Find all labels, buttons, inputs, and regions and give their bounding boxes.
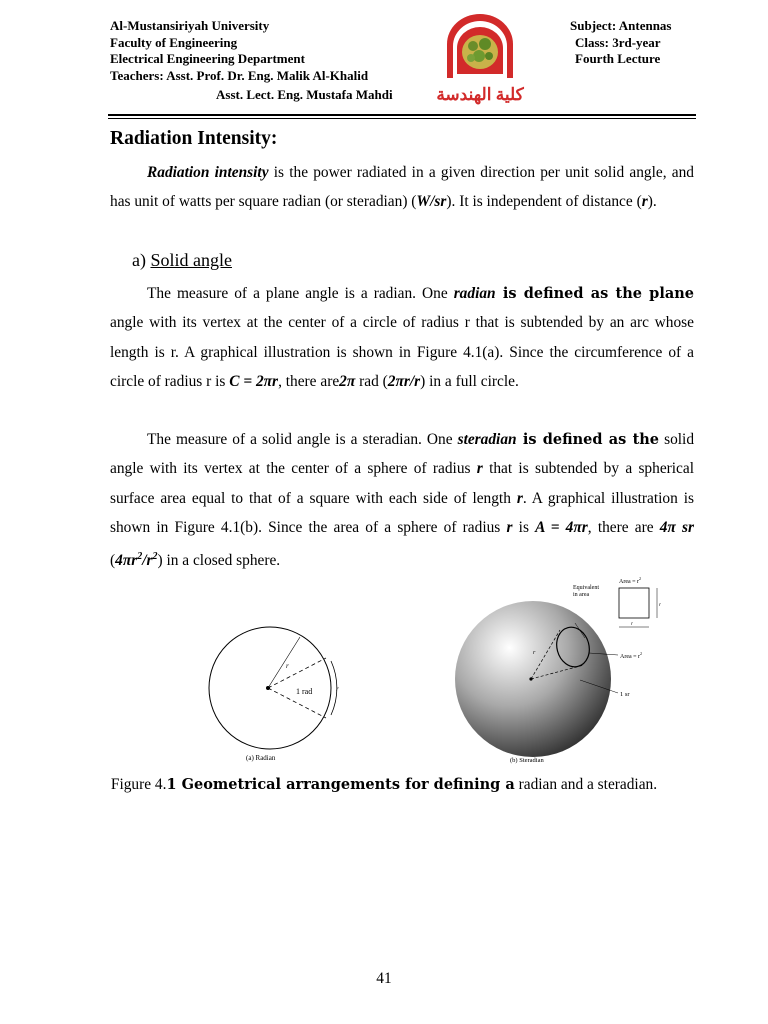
p1-text-3: ). [647,193,657,211]
sphere [455,601,611,757]
p3-ratio-a: 4πr [115,552,138,570]
subject-label: Subject: Antennas [570,18,672,33]
p2-def: is defined as the plane [495,285,694,302]
subsection-label: a) [132,250,146,270]
p3-r-1: r [476,460,483,478]
subsection-heading [132,250,232,271]
area-top-label: Area = $r^2$ [619,576,642,585]
square-base-r: r [631,622,633,627]
logo-lettering: كلية الهندسة [436,85,524,104]
department-name: Electrical Engineering Department [110,51,305,66]
p2-two-pi: 2π [339,372,356,390]
in-area-label: in area [573,592,590,598]
faculty-logo [436,12,524,104]
header-right [570,18,672,68]
area-side-label: Area = $r^2$ [620,651,643,660]
square-side-r: r [659,603,661,608]
p3-ratio-b: /r [142,552,153,570]
radian-label: 1 rad [296,687,313,696]
p3-ratio-sup-2: 2 [152,551,158,563]
formula-circumference: C = 2πr [229,372,279,390]
sr-label: 1 sr [620,691,630,698]
p3-text-3: that is subtended by a spherical surface area equal to that of a square with each side of length [110,460,694,507]
caption-rest: radian and a steradian. [514,776,658,793]
p3-ratio-sup-1: 2 [137,551,143,563]
p1-text-2: ). It is independent of distance ( [446,193,642,211]
p3-text-4: . A graphical illustration is shown in Figure 4.1(b). Since the area of a sphere of radius [110,489,694,536]
p3-text-7: ( [110,552,116,570]
p3-text-2: solid angle with its vertex at the center of a sphere of radius [110,431,695,478]
p3-text-5: is [512,518,536,536]
caption-bold: 1 Geometrical arrangements for defining a [166,776,515,793]
header-rule-thin [108,118,696,119]
figure-caption [0,776,768,794]
p3-def: is defined as the [516,431,660,448]
header-rule-thick [108,114,696,116]
class-label: Class: 3rd-year [575,34,661,50]
term-steradian: steradian [457,431,517,448]
paragraph-radian [110,279,694,396]
p3-count: 4π sr [659,518,694,536]
p3-r-3: r [506,518,513,536]
p2-ratio: 2πr/r [387,372,421,390]
equivalent-label: Equivalent [573,585,599,591]
teachers-line-1: Teachers: Asst. Prof. Dr. Eng. Malik Al-Khalid [110,67,369,83]
paragraph-radiation-intensity [110,158,694,217]
p2-text-3: , there are [278,372,340,390]
p3-text-1: The measure of a solid angle is a steradian. One [147,431,458,448]
p1-r: r [641,193,648,211]
p2-text-4: rad ( [355,372,388,390]
p3-r-2: r [516,489,523,507]
figure-4-1 [200,575,680,770]
p2-text-1: The measure of a plane angle is a radian. One [147,285,454,302]
p2-text-2: angle with its vertex at the center of a circle of radius r that is subtended by an arc whose length is r. A graphical illustration is shown in Figure 4.1(a). Since the circumference of a circle of radius r is [110,314,694,390]
subsection-title: Solid angle [150,250,232,270]
caption-a: (a) Radian [246,754,276,762]
teachers-line-2: Asst. Lect. Eng. Mustafa Mahdi [216,87,393,102]
lecture-label: Fourth Lecture [575,51,661,66]
faculty-name: Faculty of Engineering [110,34,238,50]
p1-text-1: is the power radiated in a given direction per unit solid angle, and has unit of watts per square radian (or steradian) ( [110,164,694,211]
header-left [110,18,393,104]
arc-r-label: r [336,685,339,693]
p2-text-5: ) in a full circle. [420,372,519,390]
steradian-diagram [455,576,661,764]
term-radian: radian [453,285,496,302]
unit-w-sr: W/sr [416,193,447,211]
university-name: Al-Mustansiriyah University [110,18,270,33]
formula-sphere-area: A = 4πr [535,518,588,536]
p3-text-8: ) in a closed sphere. [157,552,281,570]
p3-text-6: , there are [587,518,660,536]
caption-b: (b) Steradian [510,757,544,764]
radian-diagram [209,627,339,762]
sphere-r-label: r [533,650,536,656]
page-number: 41 [376,970,392,987]
caption-prefix: Figure 4. [110,776,167,793]
term-radiation-intensity: Radiation intensity [147,164,269,181]
section-title: Radiation Intensity: [110,128,278,149]
radian-r-label: r [286,662,289,670]
equivalent-square [619,588,649,618]
paragraph-steradian [110,425,694,576]
